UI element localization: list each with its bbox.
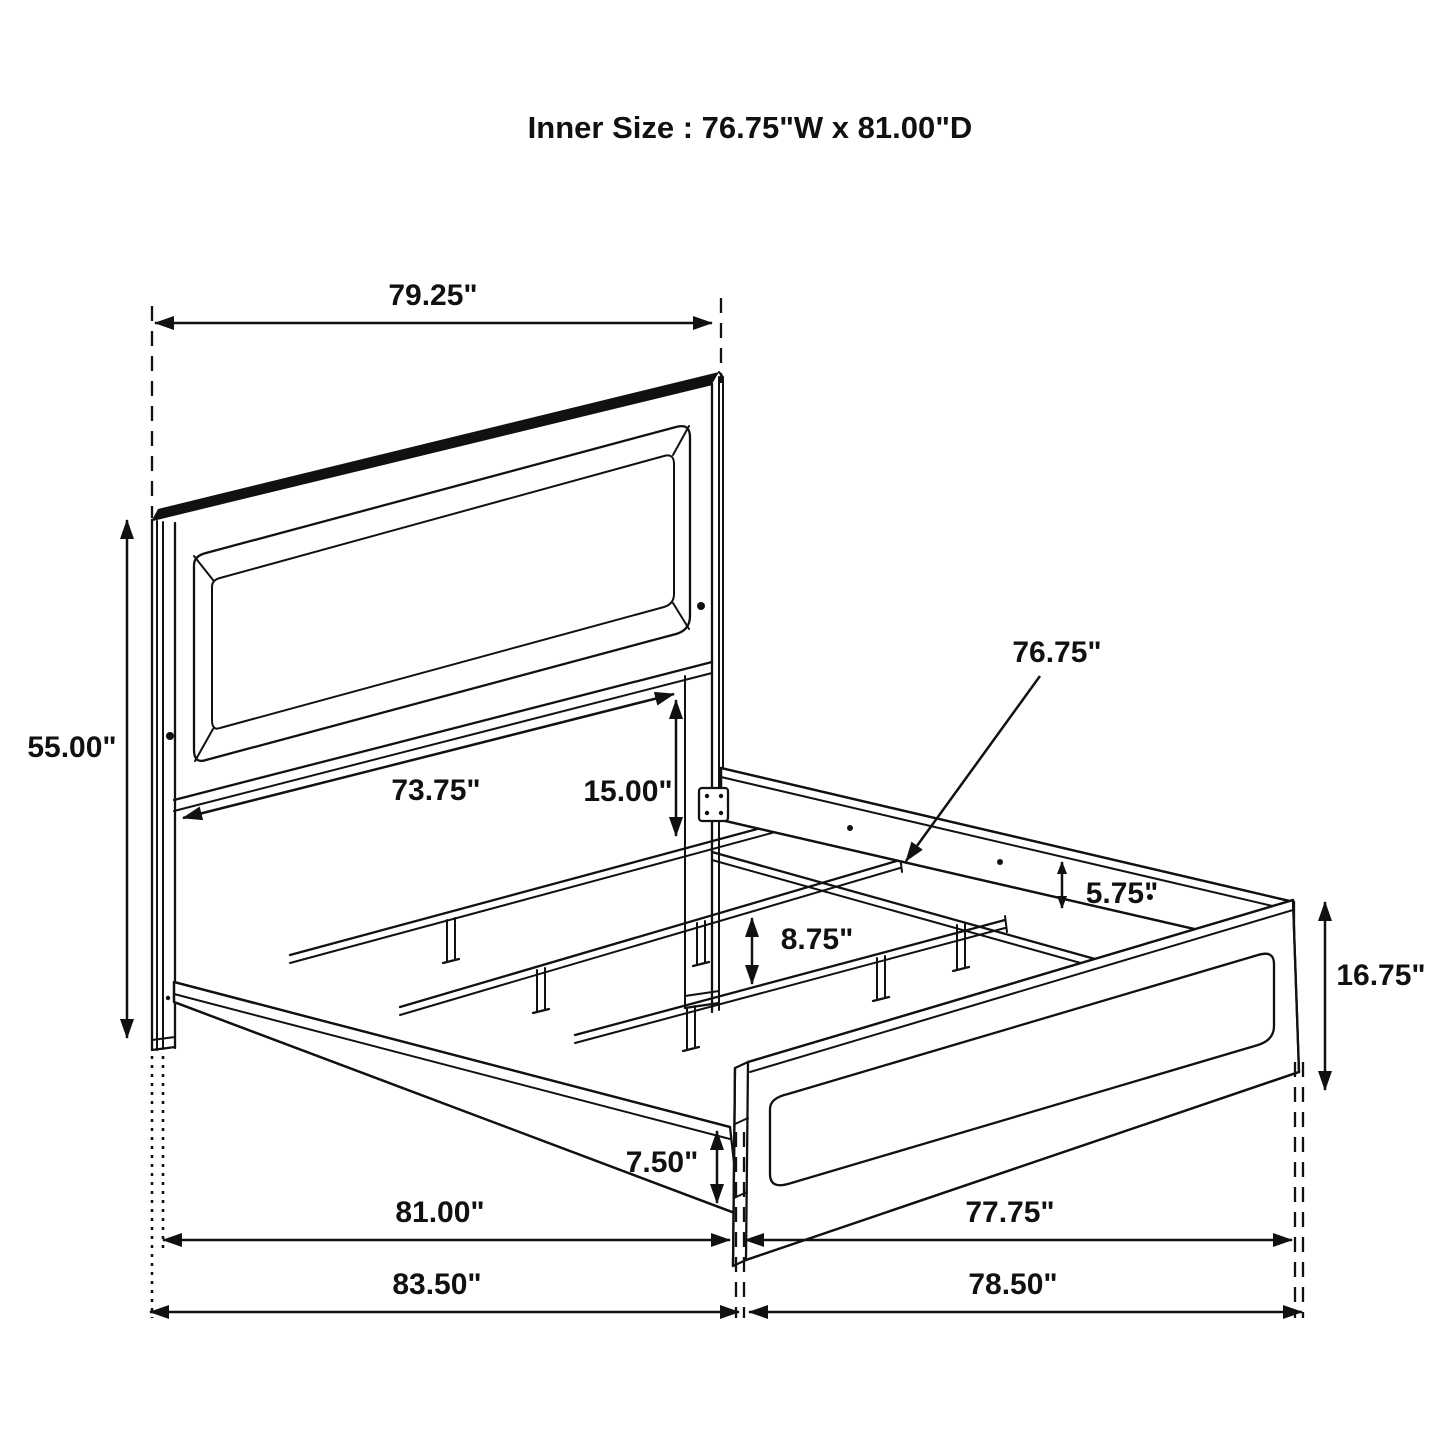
dim-headboard-width-label: 79.25" bbox=[388, 279, 478, 312]
dim-footboard-height bbox=[1325, 902, 1426, 1090]
dim-footboard-overall-width bbox=[749, 1268, 1302, 1312]
headboard bbox=[152, 372, 723, 1050]
headboard-top-edge bbox=[152, 372, 719, 520]
dim-footboard-overall-width-label: 78.50" bbox=[968, 1268, 1058, 1301]
dim-headboard-width bbox=[155, 279, 712, 323]
dim-overall-depth-label: 83.50" bbox=[392, 1268, 482, 1301]
headboard-front-top bbox=[152, 384, 712, 520]
post-screw-dot bbox=[166, 996, 170, 1000]
headboard-right-leg bbox=[685, 676, 719, 1008]
rail-screw-dot bbox=[997, 859, 1003, 865]
dim-footboard-height-label: 16.75" bbox=[1336, 959, 1426, 992]
dim-inner-width-label: 76.75" bbox=[1012, 636, 1102, 669]
dim-headboard-inner-width-label: 73.75" bbox=[391, 774, 481, 807]
dim-slat-gap-label: 8.75" bbox=[780, 923, 854, 956]
dim-rail-floor-clearance-label: 7.50" bbox=[625, 1146, 699, 1179]
dim-side-rail-height-label: 5.75" bbox=[1085, 877, 1159, 910]
dim-headboard-clearance bbox=[583, 700, 676, 836]
dim-inner-depth bbox=[163, 1196, 730, 1240]
diagram-title: Inner Size : 76.75"W x 81.00"D bbox=[527, 110, 973, 145]
headboard-screw-dot-right bbox=[697, 602, 705, 610]
dim-overall-depth bbox=[150, 1268, 739, 1312]
dim-footboard-inner-width-label: 77.75" bbox=[965, 1196, 1055, 1229]
headboard-left-post bbox=[152, 520, 177, 1050]
rail-bracket bbox=[699, 788, 728, 821]
slat-rail-1 bbox=[290, 808, 822, 963]
side-rail-near bbox=[174, 982, 740, 1215]
headboard-inner-panel bbox=[194, 426, 690, 761]
headboard-screw-dot-left bbox=[166, 732, 174, 740]
dim-headboard-height-label: 55.00" bbox=[27, 731, 117, 764]
dim-headboard-height bbox=[27, 520, 127, 1038]
rail-screw-dot bbox=[847, 825, 853, 831]
dim-headboard-clearance-label: 15.00" bbox=[583, 775, 673, 808]
dim-inner-depth-label: 81.00" bbox=[395, 1196, 485, 1229]
